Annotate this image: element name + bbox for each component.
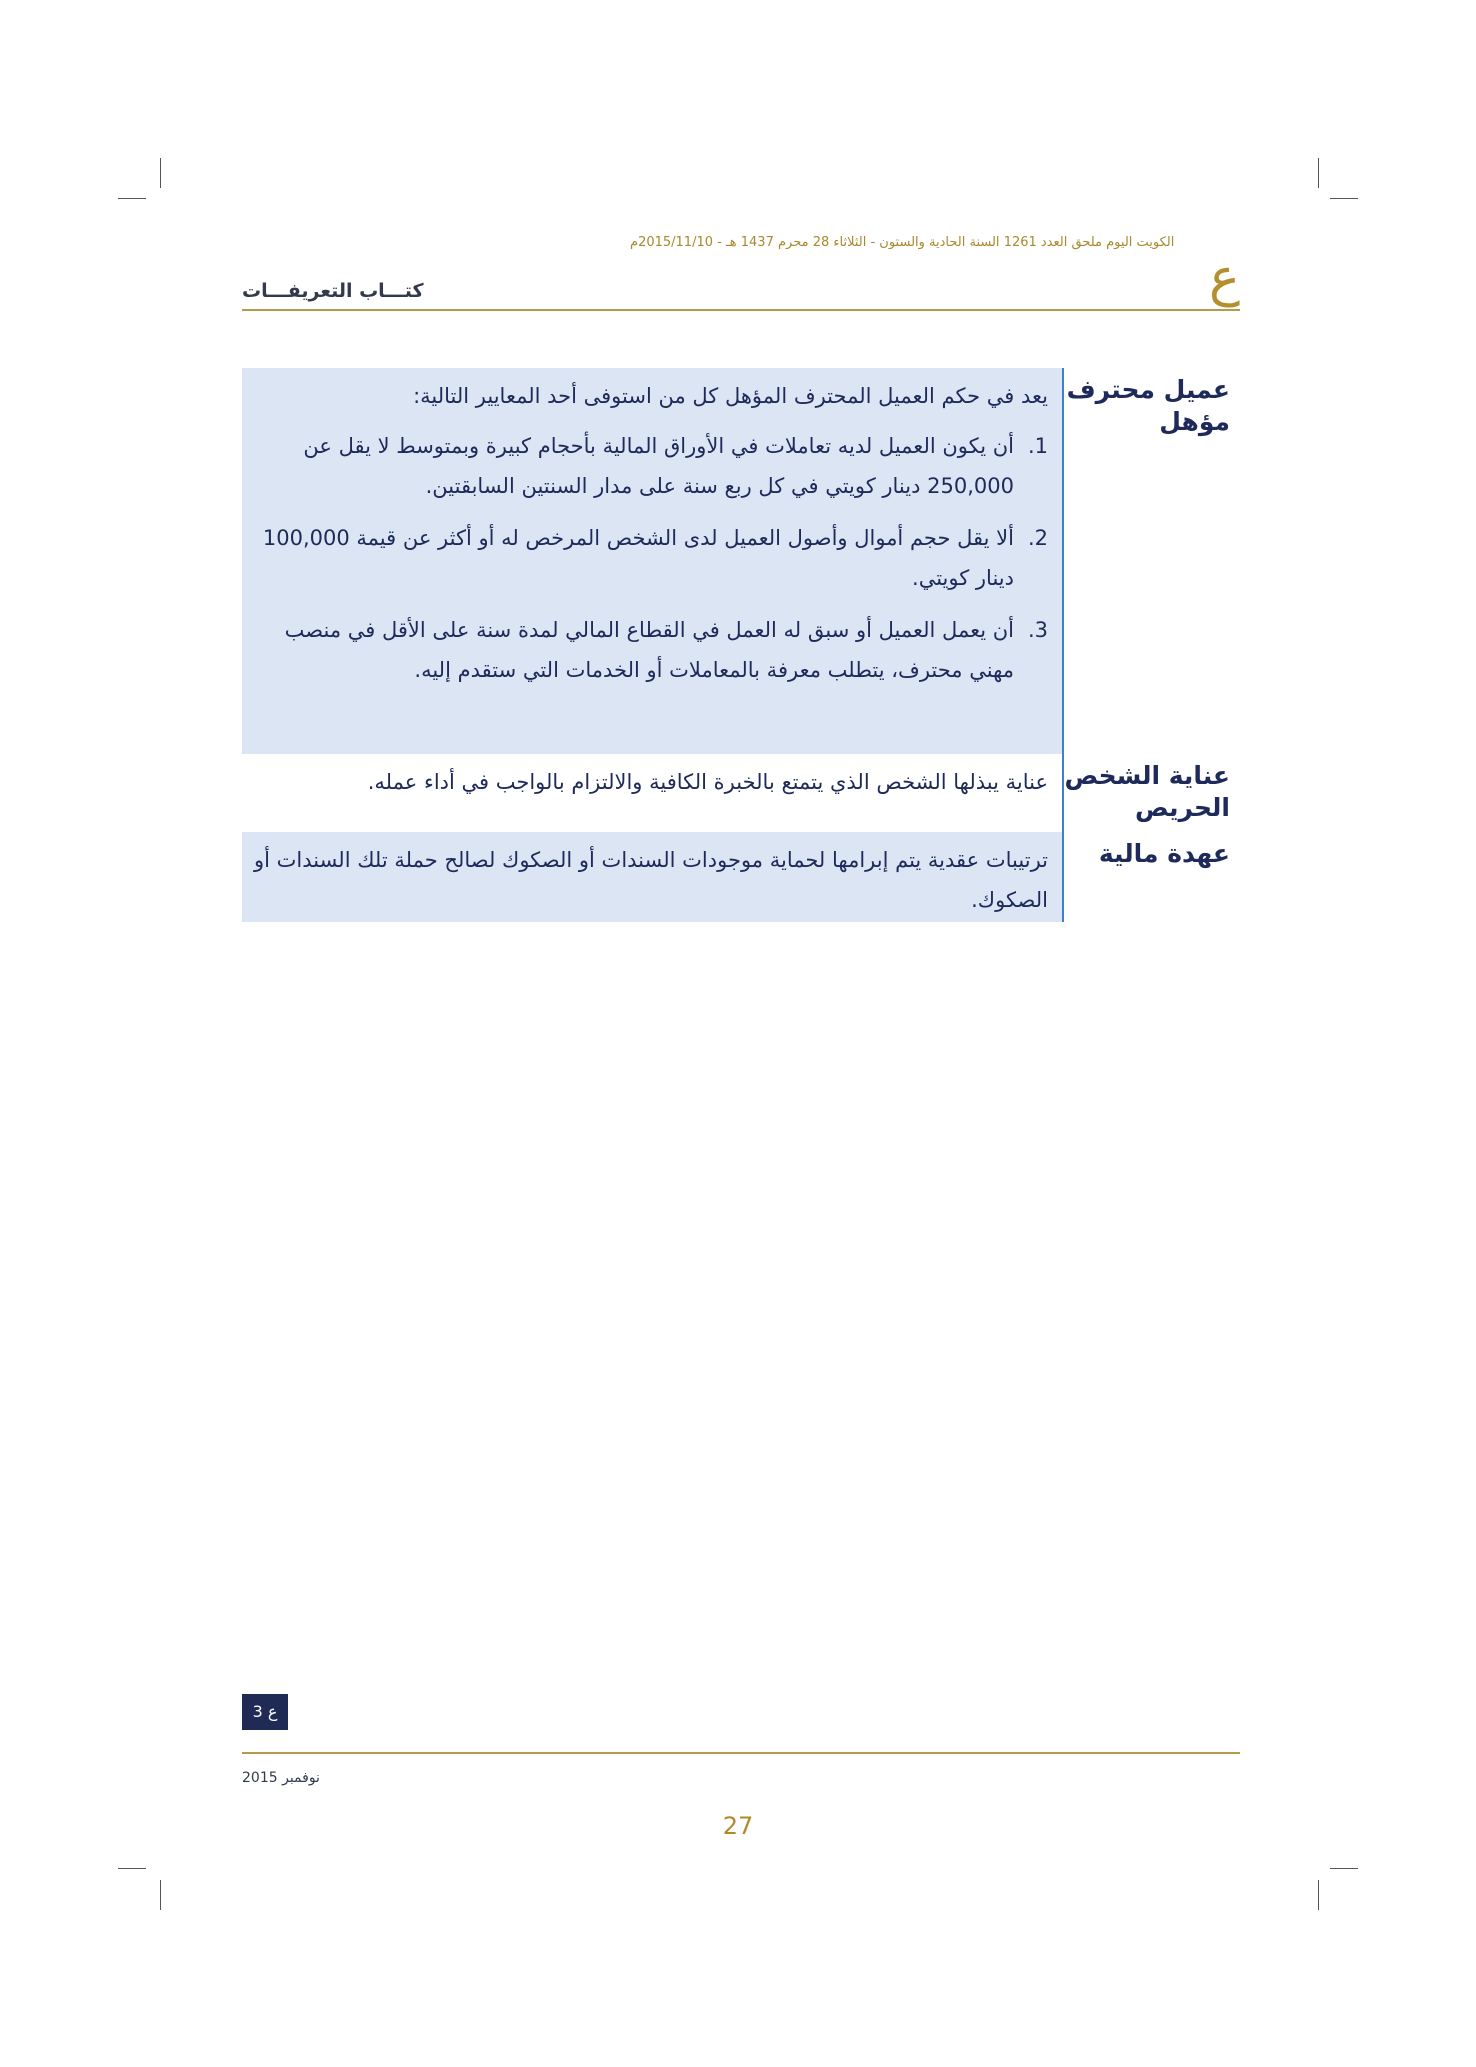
glossary-entry [242, 368, 1240, 754]
section-letter: ع [1208, 248, 1240, 308]
list-item [252, 426, 1048, 506]
item-text: أن يعمل العميل أو سبق له العمل في القطاع المالي لمدة سنة على الأقل في منصب مهني محترف، يتطلب معرفة بالمعاملات أو الخدمات التي ستقدم إليه. [284, 618, 1014, 682]
publication-line [242, 235, 1240, 250]
item-text: ألا يقل حجم أموال وأصول العميل لدى الشخص المرخص له أو أكثر عن قيمة 100,000 دينار كويتي. [262, 526, 1014, 590]
entry-definition: ترتيبات عقدية يتم إبرامها لحماية موجودات السندات أو الصكوك لصالح حملة تلك السندات أو الصكوك. [242, 832, 1064, 922]
item-text: أن يكون العميل لديه تعاملات في الأوراق المالية بأحجام كبيرة وبمتوسط لا يقل عن 250,000 دينار كويتي في كل ربع سنة على مدار السنتين السابقتين. [303, 434, 1014, 498]
glossary-entry [242, 754, 1240, 832]
page-number: 27 [722, 1812, 754, 1840]
criteria-list [252, 426, 1048, 690]
list-item [252, 518, 1048, 598]
entry-definition: عناية يبذلها الشخص الذي يتمتع بالخبرة الكافية والالتزام بالواجب في أداء عمله. [242, 754, 1064, 832]
crop-mark [1318, 1880, 1319, 1910]
definition-intro: يعد في حكم العميل المحترف المؤهل كل من استوفى أحد المعايير التالية: [413, 384, 1048, 408]
crop-mark [118, 198, 146, 199]
crop-mark [160, 158, 161, 188]
term-line: الحريص [1134, 793, 1230, 822]
book-title: كتـــاب التعريفـــات [242, 280, 424, 302]
crop-mark [160, 1880, 161, 1910]
glossary-entry [242, 832, 1240, 922]
entry-definition [242, 368, 1064, 754]
publication-line-text: الكويت اليوم ملحق العدد 1261 السنة الحادية والستون - الثلاثاء 28 محرم 1437 هـ - 2015/11/10م [630, 235, 1175, 250]
header-rule [242, 309, 1240, 311]
crop-mark [118, 1868, 146, 1869]
entry-term [1064, 368, 1240, 754]
crop-mark [1330, 1868, 1358, 1869]
term-line: عهدة مالية [1098, 839, 1230, 868]
crop-mark [1330, 198, 1358, 199]
footer-rule [242, 1752, 1240, 1754]
entry-term [1064, 754, 1240, 832]
item-number: 1. [1027, 434, 1048, 458]
term-line: مؤهل [1159, 407, 1230, 436]
glossary-table [242, 368, 1240, 922]
term-line: عناية الشخص [1064, 761, 1230, 790]
crop-mark [1318, 158, 1319, 188]
entry-term [1064, 832, 1240, 922]
list-item [252, 610, 1048, 690]
item-number: 3. [1027, 618, 1048, 642]
term-line: عميل محترف [1066, 375, 1230, 404]
section-page-badge: ع 3 [242, 1694, 288, 1730]
footer-date: نوفمبر 2015 [242, 1770, 320, 1786]
item-number: 2. [1027, 526, 1048, 550]
